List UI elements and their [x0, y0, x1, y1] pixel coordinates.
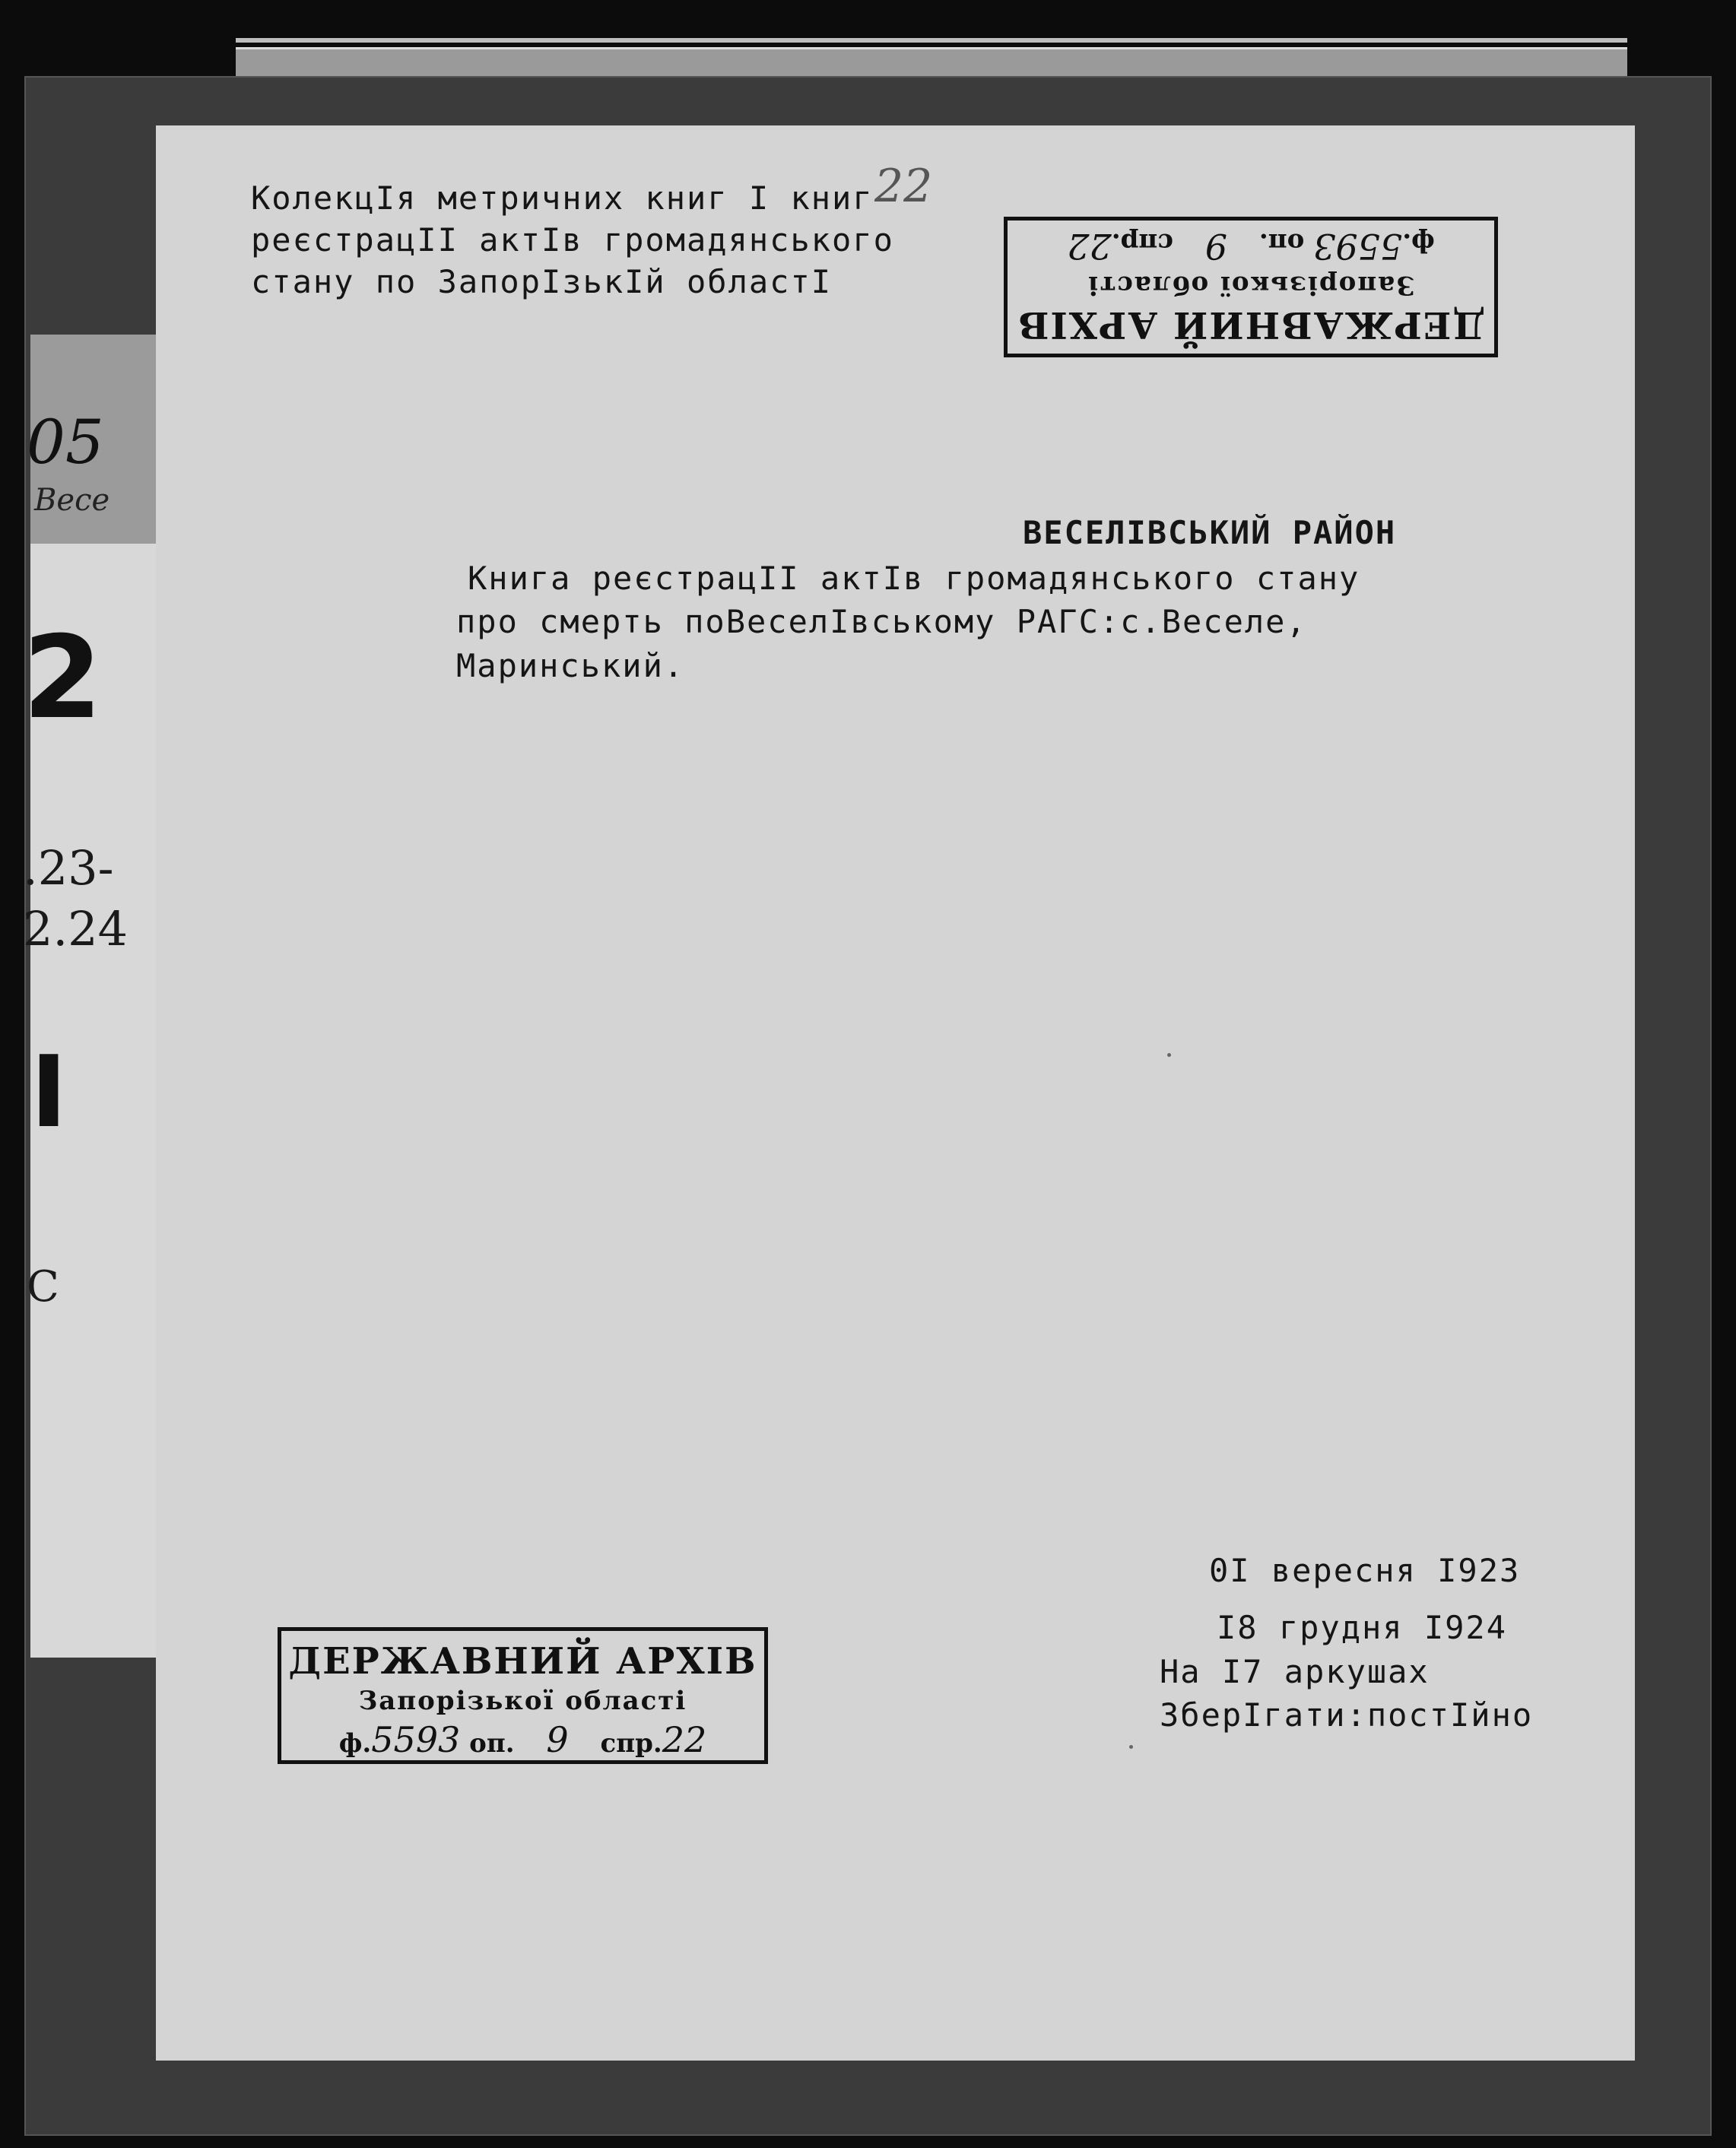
folder-edge-strip	[236, 38, 1627, 43]
stamp-top-opys: 9	[1204, 226, 1228, 267]
spine-block-glyph: І	[30, 1034, 68, 1150]
stamp-top-sprava-label: спр.	[1111, 227, 1173, 258]
spine-date-start: .23-	[23, 840, 114, 896]
stamp-bottom-title: ДЕРЖАВНИЙ АРХІВ	[288, 1640, 757, 1683]
pencil-number: 22	[874, 160, 933, 213]
spine-number: 05	[27, 407, 104, 478]
stamp-bottom-sprava-label: спр.	[600, 1728, 662, 1759]
stamp-bottom-fond-label: ф.	[338, 1728, 372, 1759]
stamp-bottom-sprava: 22	[662, 1719, 707, 1760]
collection-line-2: реєстрацІІ актІв громадянського	[251, 221, 894, 259]
retention-period: ЗберІгати:постІйно	[1160, 1696, 1534, 1734]
stamp-top-sprava: 22	[1067, 226, 1112, 267]
stamp-bottom-region: Запорізької області	[358, 1686, 687, 1716]
description-line-1: Книга реєстрацІІ актІв громадянського стану	[468, 560, 1360, 597]
stamp-top-region: Запорізької області	[1087, 270, 1415, 300]
paper-speck	[1167, 1053, 1171, 1057]
stamp-bottom-reference	[281, 1719, 764, 1760]
sheet-count: На І7 аркушах	[1160, 1653, 1430, 1690]
district-heading: ВЕСЕЛІВСЬКИЙ РАЙОН	[1023, 514, 1397, 551]
stamp-bottom-opys: 9	[546, 1719, 569, 1760]
archive-stamp	[278, 1627, 768, 1764]
collection-line-1: КолекцІя метричних книг І книг	[251, 179, 874, 217]
description-line-3: Маринський.	[456, 647, 685, 684]
archive-stamp-upside-down	[1004, 217, 1498, 357]
stamp-top-opys-label: оп.	[1258, 227, 1305, 258]
stamp-top-title: ДЕРЖАВНИЙ АРХІВ	[1016, 303, 1486, 346]
stamp-bottom-opys-label: оп.	[469, 1728, 515, 1759]
date-end: І8 грудня І924	[1217, 1609, 1508, 1646]
spine-label	[23, 335, 166, 1658]
description-line-2: про смерть поВеселІвському РАГС:с.Веселе,	[456, 603, 1307, 640]
spine-date-end: 2.24	[23, 901, 129, 957]
stamp-bottom-fond: 5593	[371, 1719, 461, 1760]
stamp-top-fond: 5593	[1313, 226, 1403, 267]
paper-speck	[1129, 1745, 1133, 1749]
date-start: 0І вересня І923	[1209, 1552, 1521, 1589]
collection-line-3: стану по ЗапорІзькІй областІ	[251, 263, 833, 300]
cover-sheet	[156, 125, 1635, 2061]
spine-handwritten-note: Весе	[34, 483, 110, 518]
stamp-top-reference	[1008, 226, 1494, 267]
spine-big-glyph: 2	[23, 612, 103, 744]
stamp-top-fond-label: ф.	[1402, 227, 1435, 258]
spine-suffix: С	[27, 1262, 59, 1312]
